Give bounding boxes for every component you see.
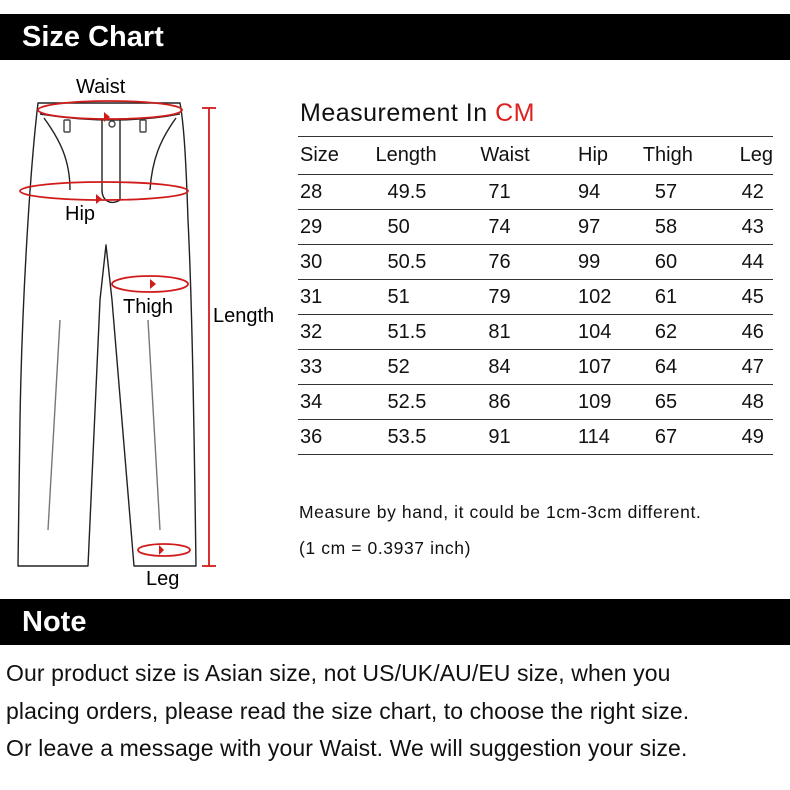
table-cell: 48 (740, 385, 773, 420)
table-cell: 102 (578, 280, 643, 315)
table-cell: 114 (578, 420, 643, 455)
table-cell: 30 (298, 245, 375, 280)
pants-diagram (0, 60, 300, 600)
table-cell: 84 (480, 350, 578, 385)
table-cell: 29 (298, 210, 375, 245)
pocket-left (44, 118, 70, 190)
crease-left (48, 320, 60, 530)
leg-label: Leg (146, 568, 180, 590)
table-cell: 50.5 (375, 245, 480, 280)
table-row (298, 175, 773, 210)
column-header: Size (298, 137, 375, 175)
table-cell: 79 (480, 280, 578, 315)
table-cell: 81 (480, 315, 578, 350)
table-header-row (298, 137, 773, 175)
table-cell: 71 (480, 175, 578, 210)
crease-right (148, 320, 160, 530)
measurement-unit: CM (495, 99, 535, 127)
table-cell: 57 (643, 175, 740, 210)
size-table (298, 136, 773, 455)
table-row (298, 385, 773, 420)
column-header: Waist (480, 137, 578, 175)
table-cell: 67 (643, 420, 740, 455)
column-header: Length (375, 137, 480, 175)
table-cell: 52.5 (375, 385, 480, 420)
table-cell: 61 (643, 280, 740, 315)
table-cell: 47 (740, 350, 773, 385)
table-cell: 76 (480, 245, 578, 280)
column-header: Hip (578, 137, 643, 175)
cm-to-inch-note: (1 cm = 0.3937 inch) (299, 538, 472, 558)
table-cell: 51.5 (375, 315, 480, 350)
table-cell: 32 (298, 315, 375, 350)
table-cell: 104 (578, 315, 643, 350)
note-text-line: placing orders, please read the size chart, to choose the right size. (6, 698, 690, 724)
column-header: Leg (740, 137, 773, 175)
table-row (298, 350, 773, 385)
thigh-label: Thigh (123, 296, 174, 318)
table-cell: 34 (298, 385, 375, 420)
note-title: Note (22, 606, 87, 638)
pants-outline (18, 103, 196, 566)
table-cell: 58 (643, 210, 740, 245)
table-cell: 53.5 (375, 420, 480, 455)
column-header: Thigh (643, 137, 740, 175)
table-row (298, 210, 773, 245)
table-cell: 49 (740, 420, 773, 455)
length-label: Length (213, 305, 275, 327)
table-cell: 97 (578, 210, 643, 245)
size-chart-title: Size Chart (22, 21, 164, 53)
table-cell: 60 (643, 245, 740, 280)
pants-fly (102, 118, 120, 202)
table-row (298, 420, 773, 455)
table-cell: 49.5 (375, 175, 480, 210)
table-cell: 94 (578, 175, 643, 210)
waist-label: Waist (76, 76, 126, 98)
measurement-title-prefix: Measurement In (300, 99, 488, 127)
pocket-right (150, 118, 176, 190)
table-cell: 42 (740, 175, 773, 210)
table-row (298, 280, 773, 315)
table-cell: 52 (375, 350, 480, 385)
table-cell: 107 (578, 350, 643, 385)
note-text-line: Or leave a message with your Waist. We will suggestion your size. (6, 735, 688, 761)
table-cell: 51 (375, 280, 480, 315)
note-header (0, 599, 790, 645)
table-cell: 31 (298, 280, 375, 315)
table-cell: 99 (578, 245, 643, 280)
measurement-title (300, 99, 535, 128)
hip-label: Hip (65, 203, 96, 225)
table-cell: 65 (643, 385, 740, 420)
table-cell: 74 (480, 210, 578, 245)
table-cell: 46 (740, 315, 773, 350)
table-cell: 62 (643, 315, 740, 350)
table-cell: 64 (643, 350, 740, 385)
measure-by-hand-note: Measure by hand, it could be 1cm-3cm different. (299, 502, 702, 522)
table-row (298, 315, 773, 350)
table-cell: 91 (480, 420, 578, 455)
table-cell: 44 (740, 245, 773, 280)
table-cell: 109 (578, 385, 643, 420)
table-row (298, 245, 773, 280)
table-cell: 33 (298, 350, 375, 385)
table-cell: 50 (375, 210, 480, 245)
table-cell: 43 (740, 210, 773, 245)
table-cell: 86 (480, 385, 578, 420)
table-cell: 36 (298, 420, 375, 455)
table-cell: 45 (740, 280, 773, 315)
table-cell: 28 (298, 175, 375, 210)
note-text-line: Our product size is Asian size, not US/UK/AU/EU size, when you (6, 660, 671, 686)
size-chart-header (0, 14, 790, 60)
